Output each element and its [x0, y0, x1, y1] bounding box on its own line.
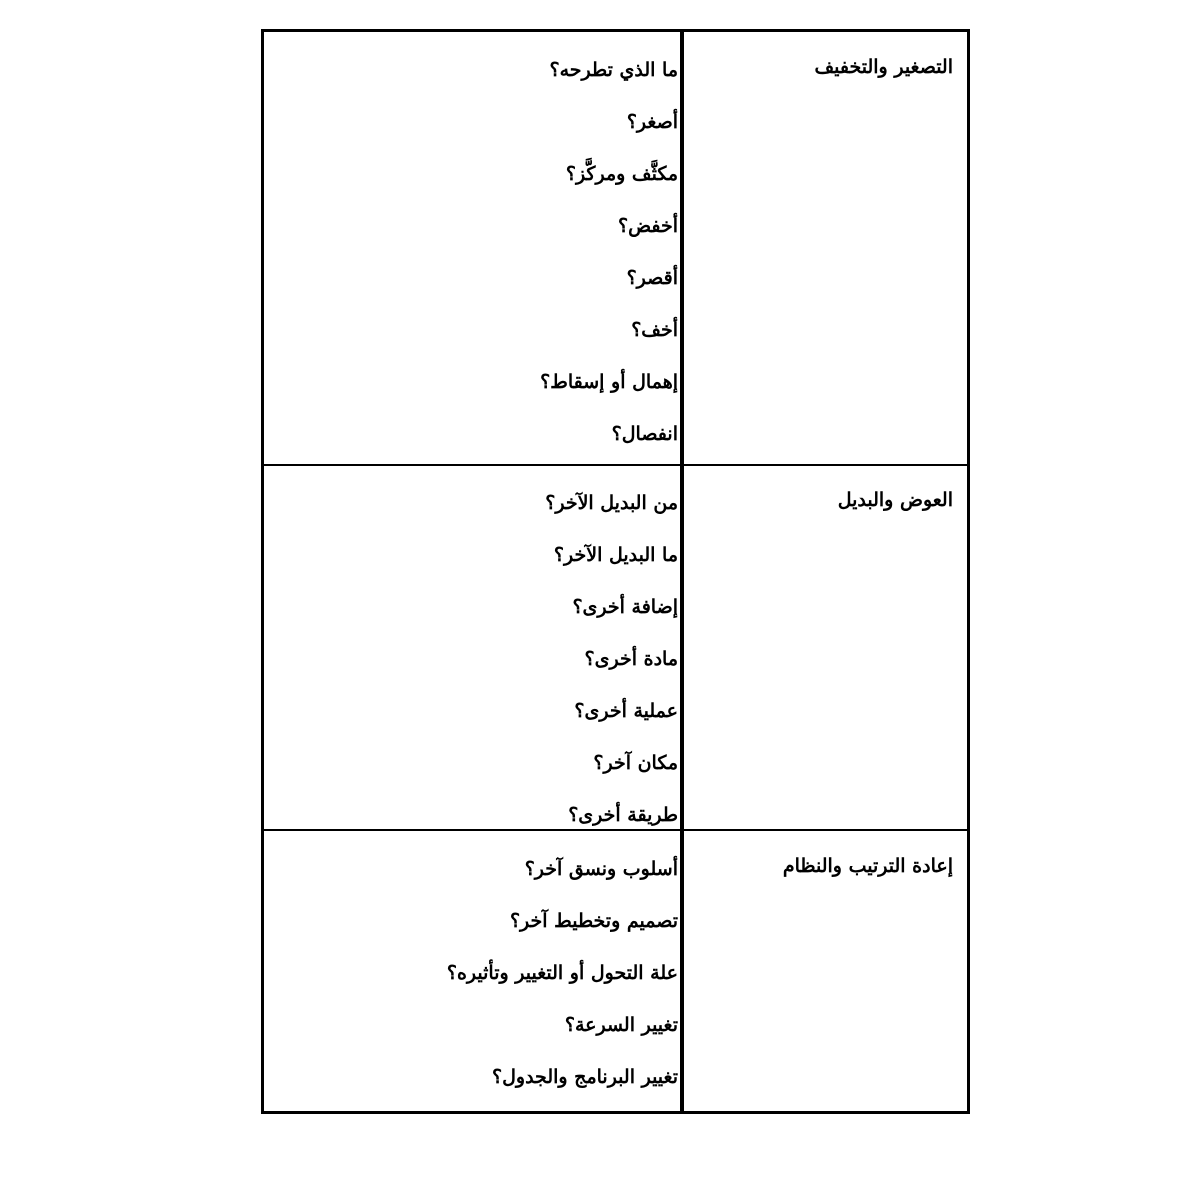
question-item: تغيير السرعة؟: [564, 1014, 678, 1036]
question-item: مادة أخرى؟: [584, 648, 678, 670]
category-label: العوض والبديل: [837, 489, 953, 511]
question-list: [298, 491, 678, 855]
question-item: تصميم وتخطيط آخر؟: [509, 910, 678, 932]
question-item: إهمال أو إسقاط؟: [540, 371, 678, 393]
question-item: أخفض؟: [618, 215, 678, 237]
question-item: طريقة أخرى؟: [568, 804, 678, 826]
question-item: إضافة أخرى؟: [572, 596, 678, 618]
question-item: أخف؟: [631, 319, 678, 341]
table-row: [264, 32, 967, 465]
question-list: [298, 58, 678, 474]
category-label: التصغير والتخفيف: [814, 56, 953, 78]
question-item: عملية أخرى؟: [574, 700, 678, 722]
question-item: من البديل الآخر؟: [545, 492, 678, 514]
question-item: أسلوب ونسق آخر؟: [524, 858, 678, 880]
question-item: أصغر؟: [626, 111, 678, 133]
question-item: ما البديل الآخر؟: [553, 544, 678, 566]
table-row: [264, 831, 967, 1111]
question-item: علة التحول أو التغيير وتأثيره؟: [446, 962, 678, 984]
question-item: انفصال؟: [611, 423, 678, 445]
question-table: [261, 29, 970, 1114]
category-label: إعادة الترتيب والنظام: [782, 855, 953, 877]
question-item: أقصر؟: [626, 267, 678, 289]
question-list: [298, 857, 678, 1117]
question-item: مكثَّف ومركَّز؟: [565, 163, 678, 185]
question-item: تغيير البرنامج والجدول؟: [492, 1066, 678, 1088]
table-row: [264, 465, 967, 831]
question-item: مكان آخر؟: [593, 752, 678, 774]
question-item: ما الذي تطرحه؟: [549, 59, 678, 81]
